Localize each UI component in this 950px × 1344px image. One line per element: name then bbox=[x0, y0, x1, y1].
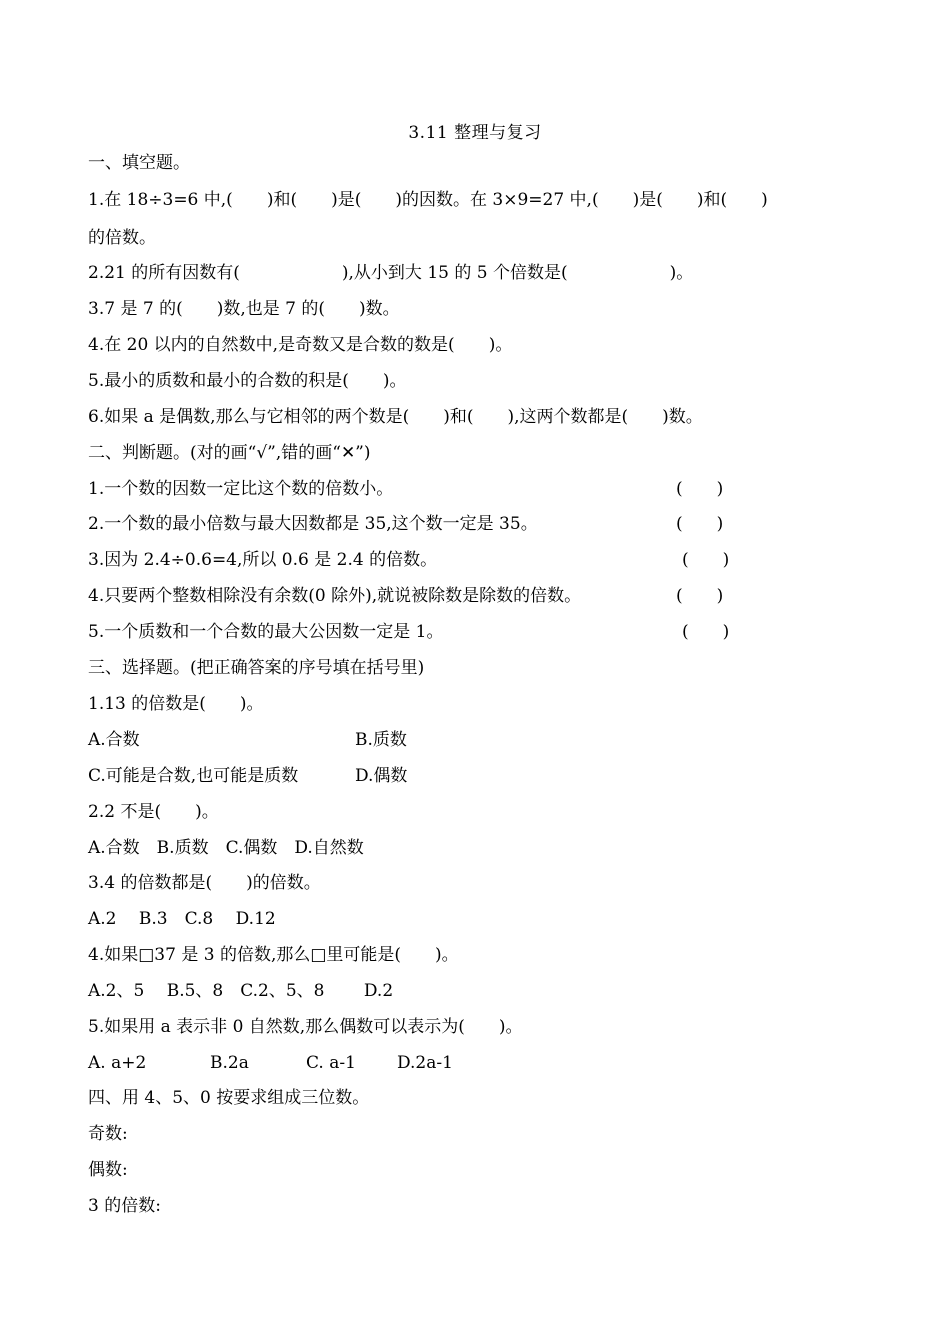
choice-1-option-c: C.可能是合数,也可能是质数 bbox=[88, 766, 299, 786]
multiple-of-3-label: 3 的倍数: bbox=[88, 1196, 161, 1216]
judge-answer-paren-5: ( ) bbox=[682, 622, 730, 642]
choice-question-3: 3.4 的倍数都是( )的倍数。 bbox=[88, 873, 321, 893]
choice-4-options: A.2、5 B.5、8 C.2、5、8 D.2 bbox=[88, 981, 394, 1001]
choice-5-option-d: D.2a-1 bbox=[397, 1053, 453, 1073]
section-heading-choice: 三、选择题。(把正确答案的序号填在括号里) bbox=[88, 658, 425, 678]
choice-question-2: 2.2 不是( )。 bbox=[88, 802, 219, 822]
judge-item-3: 3.因为 2.4÷0.6=4,所以 0.6 是 2.4 的倍数。 bbox=[88, 550, 438, 570]
judge-answer-paren-3: ( ) bbox=[682, 550, 730, 570]
question-1-line-2: 的倍数。 bbox=[88, 228, 156, 248]
question-4: 4.在 20 以内的自然数中,是奇数又是合数的数是( )。 bbox=[88, 335, 513, 355]
question-2: 2.21 的所有因数有( ),从小到大 15 的 5 个倍数是( )。 bbox=[88, 263, 694, 283]
section-heading-fill-blank: 一、填空题。 bbox=[88, 153, 190, 173]
question-3: 3.7 是 7 的( )数,也是 7 的( )数。 bbox=[88, 299, 400, 319]
page-title: 3.11 整理与复习 bbox=[408, 123, 542, 143]
judge-item-1: 1.一个数的因数一定比这个数的倍数小。 bbox=[88, 479, 394, 499]
question-1-line-1: 1.在 18÷3=6 中,( )和( )是( )的因数。在 3×9=27 中,( )是( )和( ) bbox=[88, 190, 768, 210]
judge-item-2: 2.一个数的最小倍数与最大因数都是 35,这个数一定是 35。 bbox=[88, 514, 538, 534]
choice-1-option-d: D.偶数 bbox=[355, 766, 408, 786]
choice-question-4: 4.如果□37 是 3 的倍数,那么□里可能是( )。 bbox=[88, 945, 459, 965]
question-6: 6.如果 a 是偶数,那么与它相邻的两个数是( )和( ),这两个数都是( )数。 bbox=[88, 407, 703, 427]
choice-5-option-b: B.2a bbox=[210, 1053, 249, 1073]
choice-1-option-b: B.质数 bbox=[355, 730, 407, 750]
choice-2-options: A.合数 B.质数 C.偶数 D.自然数 bbox=[88, 838, 364, 858]
odd-number-label: 奇数: bbox=[88, 1124, 128, 1144]
choice-5-option-c: C. a-1 bbox=[306, 1053, 356, 1073]
choice-3-options: A.2 B.3 C.8 D.12 bbox=[88, 909, 276, 929]
section-heading-compose-numbers: 四、用 4、5、0 按要求组成三位数。 bbox=[88, 1088, 370, 1108]
even-number-label: 偶数: bbox=[88, 1160, 128, 1180]
choice-question-1: 1.13 的倍数是( )。 bbox=[88, 694, 264, 714]
judge-answer-paren-1: ( ) bbox=[676, 479, 724, 499]
choice-5-option-a: A. a+2 bbox=[88, 1053, 147, 1073]
section-heading-true-false: 二、判断题。(对的画“√”,错的画“✕”) bbox=[88, 443, 371, 463]
judge-item-5: 5.一个质数和一个合数的最大公因数一定是 1。 bbox=[88, 622, 444, 642]
choice-question-5: 5.如果用 a 表示非 0 自然数,那么偶数可以表示为( )。 bbox=[88, 1017, 523, 1037]
judge-answer-paren-2: ( ) bbox=[676, 514, 724, 534]
judge-answer-paren-4: ( ) bbox=[676, 586, 724, 606]
judge-item-4: 4.只要两个整数相除没有余数(0 除外),就说被除数是除数的倍数。 bbox=[88, 586, 582, 606]
question-5: 5.最小的质数和最小的合数的积是( )。 bbox=[88, 371, 407, 391]
choice-1-option-a: A.合数 bbox=[88, 730, 140, 750]
